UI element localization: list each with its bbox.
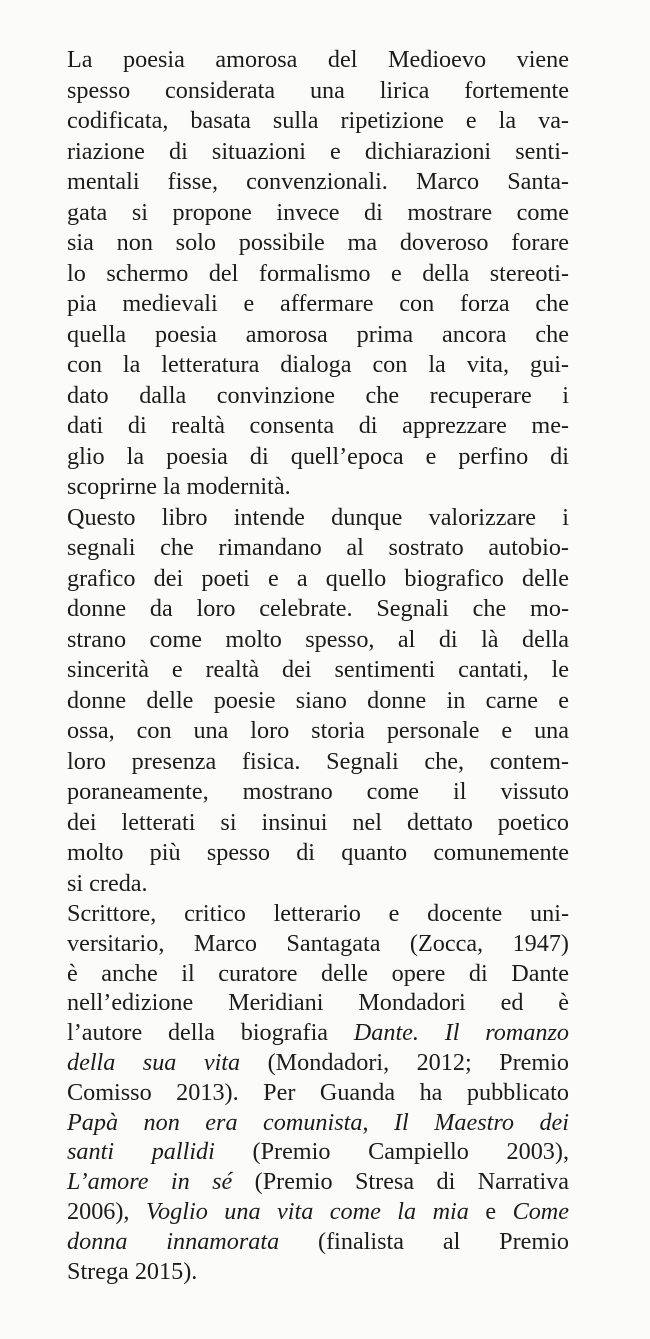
bio-line <box>67 1048 569 1078</box>
description-line <box>67 198 569 229</box>
description-line <box>67 442 569 473</box>
description-line <box>67 167 569 198</box>
book-title-italic: Come <box>512 1197 569 1225</box>
description-line <box>67 320 569 351</box>
description-text: donne da loro celebrate. Segnali che mo- <box>67 595 569 622</box>
description-line <box>67 503 569 534</box>
description-line <box>67 777 569 808</box>
bio-text: è anche il curatore delle opere di Dante <box>67 959 569 987</box>
description-text: mentali fisse, convenzionali. Marco Santa- <box>67 168 569 195</box>
bio-line <box>67 959 569 989</box>
book-title-italic: Dante. Il romanzo <box>353 1019 570 1047</box>
description-text: strano come molto spesso, al di là della <box>67 625 569 653</box>
bio-text: 2006), <box>67 1197 146 1225</box>
book-description <box>67 45 569 899</box>
bio-line <box>67 929 569 959</box>
description-line <box>67 259 569 290</box>
description-line <box>67 106 569 137</box>
bio-line <box>67 1018 569 1048</box>
description-text: dato dalla convinzione che recuperare i <box>67 381 569 409</box>
description-line <box>67 381 569 412</box>
author-biography <box>67 899 569 1286</box>
description-line <box>67 838 569 869</box>
bio-text: Strega 2015). <box>67 1257 198 1285</box>
description-text: si creda. <box>67 869 148 897</box>
book-title-italic: della sua vita <box>67 1048 241 1076</box>
description-line <box>67 808 569 839</box>
bio-text: , <box>362 1108 394 1136</box>
book-title-italic: donna innamorata <box>67 1227 280 1255</box>
description-text: loro presenza fisica. Segnali che, contem- <box>67 747 569 775</box>
bio-text: (finalista al Premio <box>279 1227 570 1255</box>
book-title-italic: santi pallidi <box>67 1138 215 1166</box>
bio-text: Scrittore, critico letterario e docente uni- <box>67 900 569 927</box>
book-title-italic: Voglio una vita come la mia <box>145 1197 469 1225</box>
description-line <box>67 289 569 320</box>
description-line <box>67 76 569 107</box>
description-text: spesso considerata una lirica fortemente <box>67 76 569 104</box>
description-text: sincerità e realtà dei sentimenti cantati, le <box>67 656 569 683</box>
description-line <box>67 747 569 778</box>
description-text: con la letteratura dialoga con la vita, gui- <box>67 351 569 378</box>
book-title-italic: Papà non era comunista <box>67 1108 363 1136</box>
description-text: gata si propone invece di mostrare come <box>67 198 569 226</box>
description-line <box>67 472 569 503</box>
description-text: pia medievali e affermare con forza che <box>67 290 569 317</box>
description-text: donne delle poesie siano donne in carne e <box>67 686 569 714</box>
description-line <box>67 533 569 564</box>
description-text: segnali che rimandano al sostrato autobio- <box>67 534 569 561</box>
description-text: Questo libro intende dunque valorizzare i <box>67 503 569 531</box>
description-text: poraneamente, mostrano come il vissuto <box>67 778 569 805</box>
description-text: quella poesia amorosa prima ancora che <box>67 320 569 348</box>
bio-line <box>67 1257 569 1287</box>
description-text: dei letterati si insinui nel dettato poetico <box>67 808 569 836</box>
description-text: La poesia amorosa del Medioevo viene <box>67 46 569 73</box>
bio-line <box>67 1078 569 1108</box>
bio-line <box>67 899 569 929</box>
description-line <box>67 411 569 442</box>
bio-text: nell’edizione Meridiani Mondadori ed è <box>67 989 569 1017</box>
description-text: lo schermo del formalismo e della stereoti- <box>67 259 569 287</box>
description-text: sia non solo possibile ma doveroso forare <box>67 229 569 256</box>
description-line <box>67 564 569 595</box>
description-line <box>67 686 569 717</box>
description-line <box>67 137 569 168</box>
description-line <box>67 45 569 76</box>
bio-line <box>67 1108 569 1138</box>
description-text: scoprirne la modernità. <box>67 473 291 500</box>
description-text: riazione di situazioni e dichiarazioni senti- <box>67 137 569 165</box>
description-line <box>67 655 569 686</box>
bio-line <box>67 988 569 1018</box>
description-line <box>67 716 569 747</box>
description-text: molto più spesso di quanto comunemente <box>67 839 569 866</box>
bio-line <box>67 1137 569 1167</box>
description-line <box>67 869 569 900</box>
description-text: glio la poesia di quell’epoca e perfino di <box>67 442 569 470</box>
description-line <box>67 350 569 381</box>
bio-text: Comisso 2013). Per Guanda ha pubblicato <box>67 1078 569 1106</box>
bio-text: (Mondadori, 2012; Premio <box>240 1048 569 1076</box>
bio-text: (Premio Stresa di Narrativa <box>232 1168 569 1196</box>
bio-text: versitario, Marco Santagata (Zocca, 1947) <box>67 929 569 957</box>
bio-line <box>67 1167 569 1197</box>
description-text: grafico dei poeti e a quello biografico delle <box>67 564 569 592</box>
bio-text: (Premio Campiello 2003), <box>214 1138 569 1166</box>
description-text: dati di realtà consenta di apprezzare me- <box>67 412 569 439</box>
bio-text: e <box>468 1197 513 1225</box>
description-line <box>67 594 569 625</box>
bio-line <box>67 1227 569 1257</box>
description-line <box>67 625 569 656</box>
description-line <box>67 228 569 259</box>
description-text: codificata, basata sulla ripetizione e la va- <box>67 107 569 134</box>
bio-line <box>67 1197 569 1227</box>
book-title-italic: L’amore in sé <box>67 1168 233 1196</box>
bio-text: l’autore della biografia <box>67 1019 354 1047</box>
description-text: ossa, con una loro storia personale e una <box>67 717 569 744</box>
book-title-italic: Il Maestro dei <box>394 1108 570 1136</box>
